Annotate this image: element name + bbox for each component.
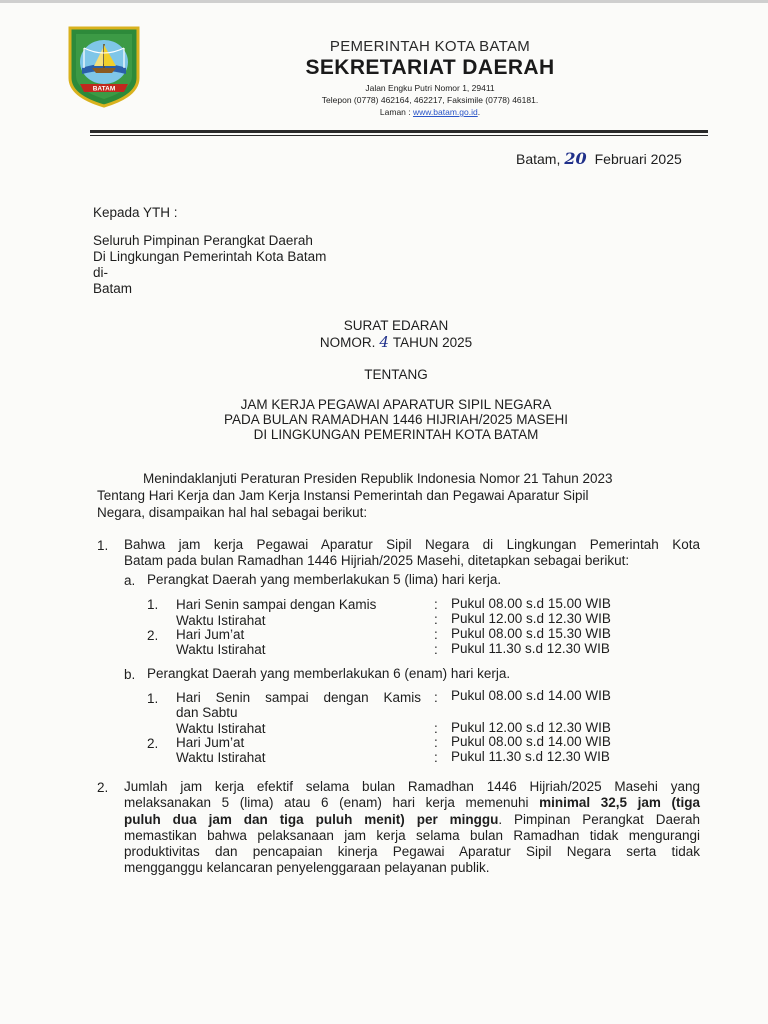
item-2-line-2-normal: melaksanakan 5 (lima) atau 6 (enam) hari kerja memenuhi	[124, 795, 540, 810]
letterhead-address: Jalan Engku Putri Nomor 1, 29411	[365, 83, 495, 93]
website-label: Laman :	[379, 107, 413, 117]
schedule-a-row-2-value: Pukul 12.00 s.d 12.30 WIB	[451, 611, 611, 626]
intro-line-1: Menindaklanjuti Peraturan Presiden Republik Indonesia Nomor 21 Tahun 2023	[143, 471, 613, 486]
letterhead-government: PEMERINTAH KOTA BATAM	[329, 38, 531, 55]
intro-line-2: Tentang Hari Kerja dan Jam Kerja Instansi Pemerintah dan Pegawai Aparatur Sipil	[97, 488, 589, 503]
schedule-a-row-1-value: Pukul 08.00 s.d 15.00 WIB	[451, 596, 611, 611]
schedule-a-row-1-colon: :	[434, 597, 438, 612]
item-1b-marker: b.	[124, 667, 136, 682]
item-1-line-2: Batam pada bulan Ramadhan 1446 Hijriah/2025 Masehi, ditetapkan sebagai berikut:	[124, 553, 630, 568]
item-2-line-3	[124, 812, 700, 828]
item-1-marker: 1.	[97, 538, 109, 553]
date-place: Batam,	[516, 151, 561, 167]
letterhead-divider	[90, 130, 708, 133]
doc-type: SURAT EDARAN	[343, 318, 449, 333]
schedule-a-row-3-num: 2.	[147, 628, 159, 643]
date-day-handwritten: 20	[564, 149, 587, 168]
schedule-a-row-2-colon: :	[434, 612, 438, 627]
item-2-line-2	[124, 795, 700, 811]
subject-line-2: PADA BULAN RAMADHAN 1446 HIJRIAH/2025 MASEHI	[223, 412, 569, 427]
schedule-b-row-4-colon: :	[434, 735, 438, 750]
item-1a-text: Perangkat Daerah yang memberlakukan 5 (lima) hari kerja.	[147, 572, 502, 587]
item-2-line-3-bold: puluh dua jam dan tiga puluh menit) per minggu	[124, 812, 499, 827]
item-2-line-2-bold: minimal 32,5 jam (tiga	[539, 795, 700, 810]
schedule-b-row-1-colon: :	[434, 690, 438, 705]
schedule-b-row-4-label: Hari Jum’at	[176, 735, 245, 750]
letterhead-website-line	[230, 107, 630, 117]
schedule-b-row-4-num: 2.	[147, 736, 159, 751]
letterhead-office: SEKRETARIAT DAERAH	[305, 56, 555, 79]
emblem-text: BATAM	[92, 85, 116, 93]
schedule-b-row-2-label: dan Sabtu	[176, 705, 238, 720]
number-suffix: TAHUN 2025	[392, 335, 473, 350]
item-2-line-4: memastikan bahwa pelaksanaan jam kerja selama bulan Ramadhan tidak mengurangi	[124, 828, 700, 843]
letterhead-divider-thin	[90, 135, 708, 136]
doc-about: TENTANG	[364, 367, 428, 382]
recipient-line-1: Seluruh Pimpinan Perangkat Daerah	[93, 233, 313, 248]
item-2-marker: 2.	[97, 780, 109, 795]
letter-date	[516, 149, 682, 168]
schedule-b-row-5-label: Waktu Istirahat	[176, 750, 266, 765]
schedule-b-row-3-label: Waktu Istirahat	[176, 721, 266, 736]
schedule-b-row-5-value: Pukul 11.30 s.d 12.30 WIB	[451, 749, 610, 764]
number-prefix: NOMOR.	[319, 335, 376, 350]
batam-city-emblem	[66, 24, 142, 108]
item-1-line-1: Bahwa jam kerja Pegawai Aparatur Sipil Negara di Lingkungan Pemerintah Kota	[124, 537, 700, 552]
item-2-line-3-normal: . Pimpinan Perangkat Daerah	[498, 812, 700, 827]
item-2-line-6: mengganggu kelancaran penyelenggaraan pelayanan publik.	[124, 860, 490, 875]
schedule-a-row-4-value: Pukul 11.30 s.d 12.30 WIB	[451, 641, 610, 656]
schedule-b-row-4-value: Pukul 08.00 s.d 14.00 WIB	[451, 734, 611, 749]
schedule-b-row-3-colon: :	[434, 721, 438, 736]
subject-line-1: JAM KERJA PEGAWAI APARATUR SIPIL NEGARA	[240, 397, 552, 412]
website-suffix: .	[477, 107, 481, 117]
item-1b-text: Perangkat Daerah yang memberlakukan 6 (enam) hari kerja.	[147, 666, 511, 681]
item-1a-marker: a.	[124, 573, 136, 588]
intro-line-3: Negara, disampaikan hal hal sebagai berikut:	[97, 505, 368, 520]
schedule-b-row-1-value: Pukul 08.00 s.d 14.00 WIB	[451, 688, 611, 703]
schedule-a-row-3-colon: :	[434, 627, 438, 642]
item-2-line-5: produktivitas dan pencapaian kinerja Pegawai Aparatur Sipil Negara serta tidak	[124, 844, 700, 859]
recipient-greeting: Kepada YTH :	[93, 205, 178, 220]
letterhead-phone: Telepon (0778) 462164, 462217, Faksimile (0778) 46181.	[321, 95, 539, 105]
schedule-a-row-2-label: Waktu Istirahat	[176, 613, 266, 628]
schedule-b-row-1-num: 1.	[147, 691, 159, 706]
number-handwritten: 4	[379, 333, 389, 351]
website-link[interactable]: www.batam.go.id	[412, 107, 478, 117]
recipient-line-4: Batam	[93, 281, 133, 296]
schedule-a-row-1-num: 1.	[147, 597, 159, 612]
schedule-b-row-5-colon: :	[434, 750, 438, 765]
date-month-year: Februari 2025	[594, 151, 682, 167]
schedule-a-row-1-label: Hari Senin sampai dengan Kamis	[176, 597, 377, 612]
schedule-a-row-3-label: Hari Jum’at	[176, 627, 245, 642]
schedule-b-row-1-label: Hari Senin sampai dengan Kamis	[176, 690, 421, 705]
subject-line-3: DI LINGKUNGAN PEMERINTAH KOTA BATAM	[253, 427, 539, 442]
doc-number	[12, 333, 768, 351]
schedule-a-row-4-colon: :	[434, 642, 438, 657]
schedule-b-row-3-value: Pukul 12.00 s.d 12.30 WIB	[451, 720, 611, 735]
schedule-a-row-3-value: Pukul 08.00 s.d 15.30 WIB	[451, 626, 611, 641]
recipient-line-3: di-	[93, 265, 109, 280]
schedule-a-row-4-label: Waktu Istirahat	[176, 642, 266, 657]
item-2-line-1: Jumlah jam kerja efektif selama bulan Ramadhan 1446 Hijriah/2025 Masehi yang	[124, 779, 700, 794]
letterhead	[230, 38, 630, 117]
recipient-line-2: Di Lingkungan Pemerintah Kota Batam	[93, 249, 327, 264]
